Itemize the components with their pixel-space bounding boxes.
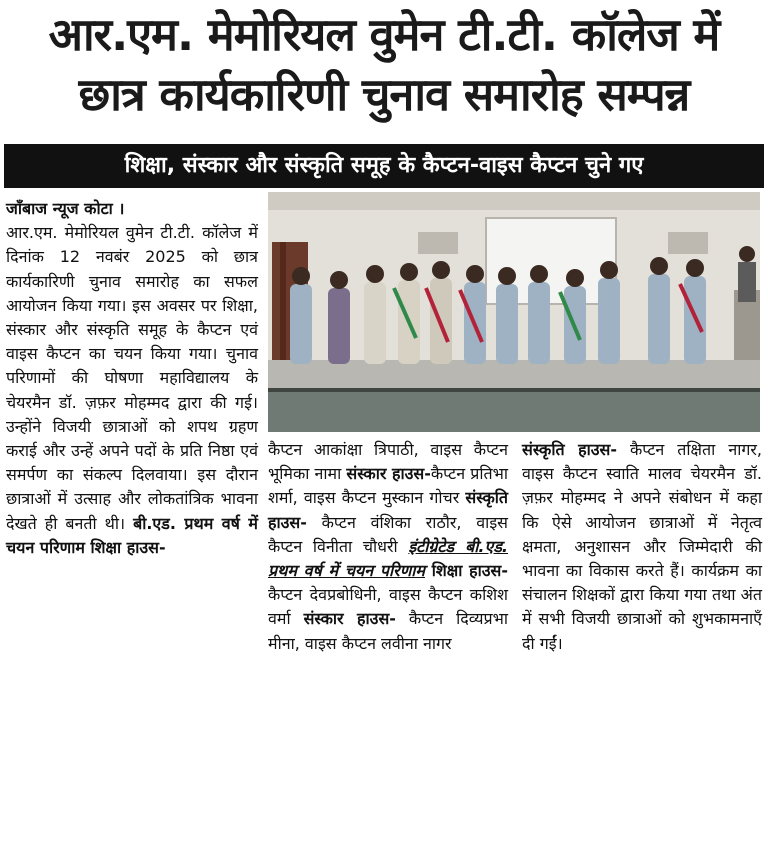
body-text: कैप्टन देवप्रबोधिनी, वाइस कैप्टन कशिश वर्मा bbox=[268, 585, 508, 629]
article-column-1 bbox=[6, 197, 258, 560]
headline-line-2: छात्र कार्यकारिणी चुनाव समारोह सम्पन्न bbox=[78, 68, 690, 121]
event-photo-illustration bbox=[268, 192, 760, 432]
section-heading: बी.एड. प्रथम वर्ष में चयन परिणाम शिक्षा हाउस- bbox=[6, 513, 258, 557]
body-text: कैप्टन दिव्यप्रभा मीना, वाइस कैप्टन लवीना नागर bbox=[268, 609, 508, 653]
body-text: आर.एम. मेमोरियल वुमेन टी.टी. कॉलेज में दिनांक 12 नवबंर 2025 को छात्र कार्यकारिणी चुनाव समारोह का सफल आयोजन किया गया। इस अवसर पर शिक्षा, संस्कार और संस्कृति समूह के कैप्टन एवं वाइस कैप्टन का चयन किया गया। चुनाव परिणामों की घोषणा महाविद्यालय के चेयरमैन डॉ. ज़फ़र मोहम्मद द्वारा की गई। उन्होंने विजयी छात्राओं को शपथ ग्रहण कराई और उन्हें अपने पदों के प्रति निष्ठा एवं समर्पण का संकल्प दिलवाया। इस दौरान छात्राओं में उत्साह और लोकतांत्रिक भावना देखते ही बनती थी। bbox=[6, 223, 258, 533]
house-label: संस्कृति हाउस- bbox=[268, 488, 508, 532]
house-label: शिक्षा हाउस- bbox=[424, 561, 508, 581]
event-photo bbox=[268, 192, 760, 432]
house-label: संस्कार हाउस- bbox=[346, 464, 431, 484]
body-text: कैप्टन वंशिका राठौर, वाइस कैप्टन विनीता चौधरी bbox=[268, 512, 508, 556]
article-column-2 bbox=[268, 438, 508, 656]
body-text: कैप्टन तक्षिता नागर, वाइस कैप्टन स्वाति मालव चेयरमैन डॉ. ज़फ़र मोहम्मद ने अपने संबोधन में कहा कि ऐसे आयोजन छात्राओं में नेतृत्व क्षमता, अनुशासन और जिम्मेदारी की भावना का विकास करते हैं। कार्यक्रम का संचालन शिक्षकों द्वारा किया गया तथा अंत में सभी विजयी छात्राओं को शुभकामनाएँ दी गईं। bbox=[522, 440, 762, 653]
body-text: कैप्टन प्रतिभा शर्मा, वाइस कैप्टन मुस्कान गोचर bbox=[268, 464, 508, 508]
headline-line-1: आर.एम. मेमोरियल वुमेन टी.टी. कॉलेज में bbox=[48, 8, 720, 61]
article-column-3 bbox=[522, 438, 762, 656]
section-heading: इंटीग्रेटेड बी.एड. प्रथम वर्ष में चयन परिणाम bbox=[268, 536, 508, 581]
subheadline-banner: शिक्षा, संस्कार और संस्कृति समूह के कैप्टन-वाइस कैप्टन चुने गए bbox=[4, 144, 764, 188]
house-label: संस्कार हाउस- bbox=[303, 609, 396, 629]
dateline: जाँबाज न्यूज कोटा । bbox=[6, 199, 125, 218]
body-text: कैप्टन आकांक्षा त्रिपाठी, वाइस कैप्टन भूमिका नामा bbox=[268, 440, 508, 484]
house-label: संस्कृति हाउस- bbox=[522, 440, 617, 459]
